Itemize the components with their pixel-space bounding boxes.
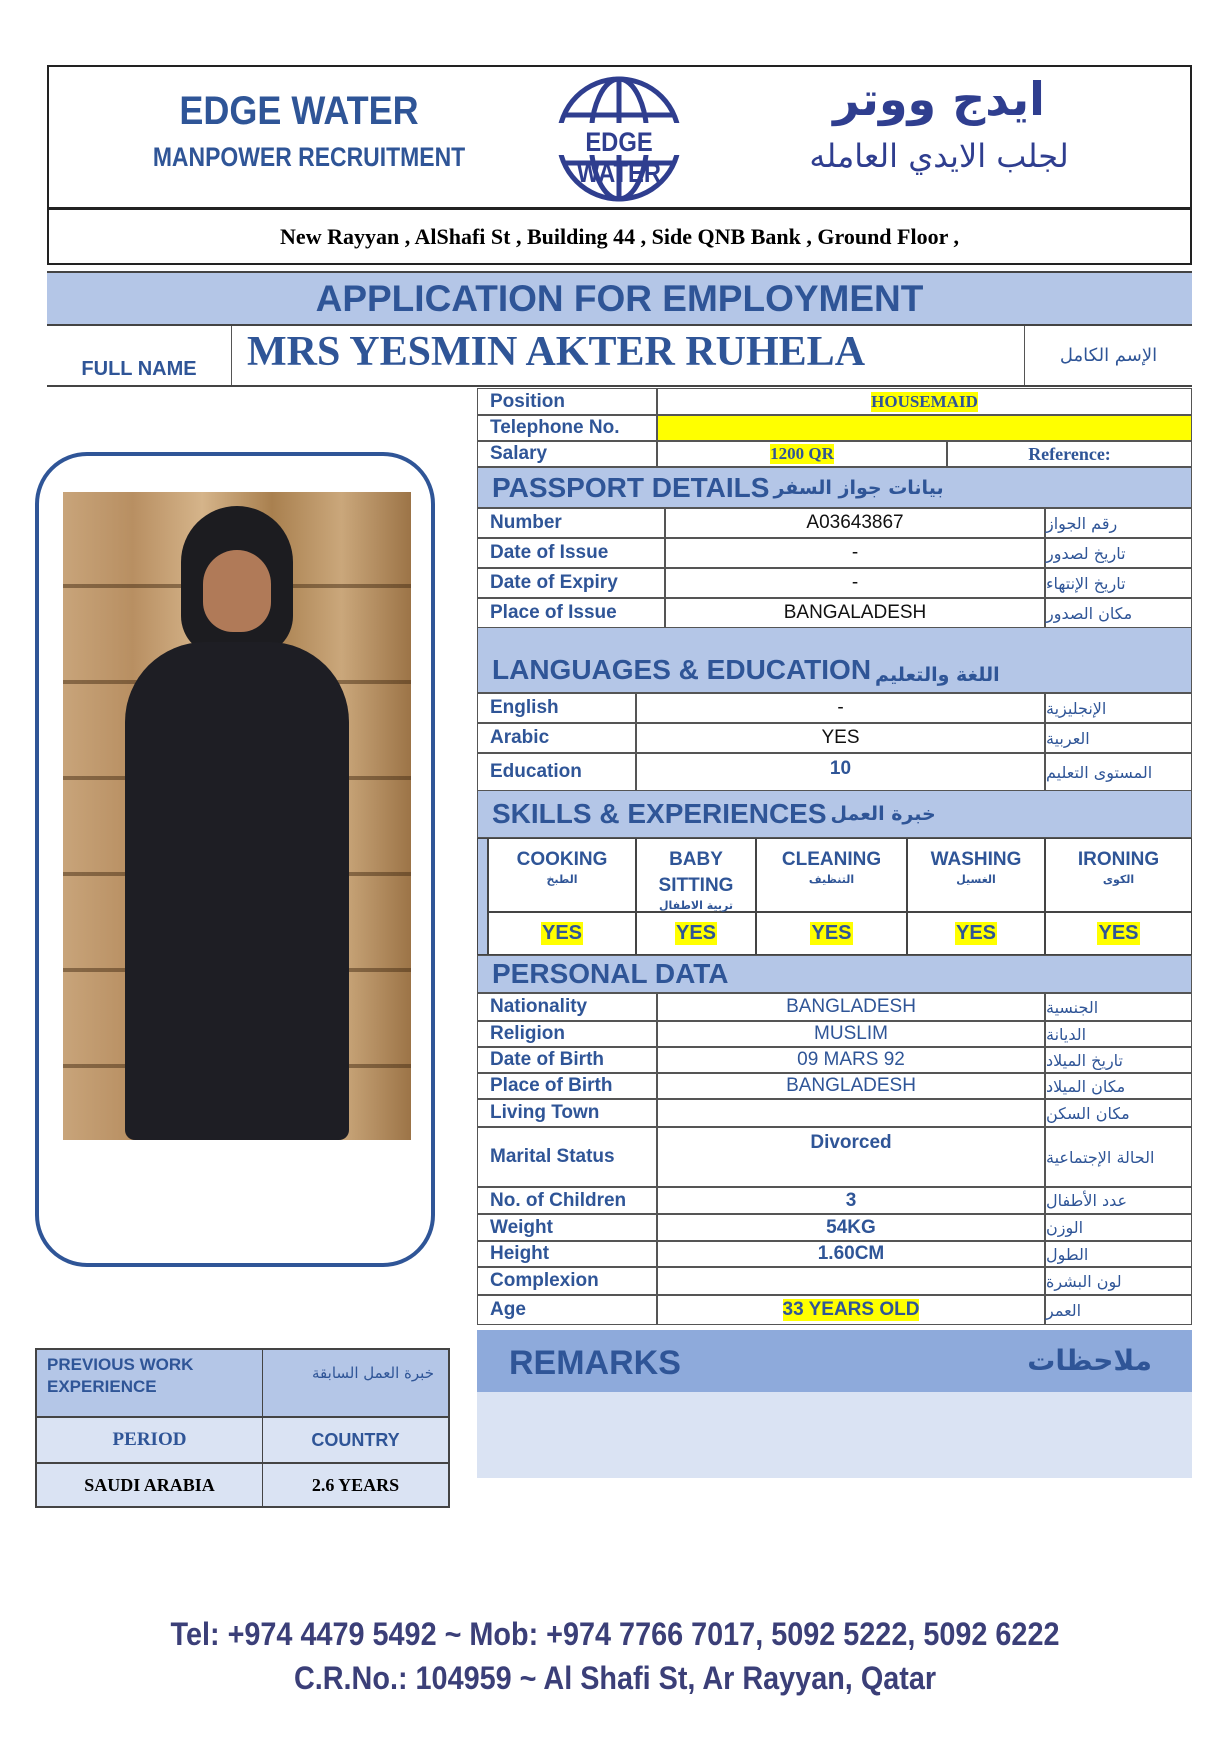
telephone-value [657,415,1192,441]
company-address: New Rayyan , AlShafi St , Building 44 , Side QNB Bank , Ground Floor , [47,208,1192,265]
row-label-arabic: تاريخ الإنتهاء [1045,568,1192,598]
row-label-arabic: الإنجليزية [1045,693,1192,723]
full-name-row [47,324,1192,387]
letterhead [47,65,1192,208]
skill-label-arabic: الكوى [1102,873,1135,886]
full-name-label: FULL NAME [47,326,232,385]
photo-frame [35,452,435,1267]
salary-value-cell [657,441,947,467]
personal-title: PERSONAL DATA [492,958,729,989]
row-label-arabic: تاريخ الميلاد [1045,1047,1192,1073]
company-subtitle: MANPOWER RECRUITMENT [152,142,466,172]
languages-section-header [477,627,1192,693]
salary-label: Salary [477,441,657,467]
row-label-arabic: رقم الجواز [1045,508,1192,538]
row-label: Complexion [477,1267,657,1295]
row-value: Divorced [810,1132,892,1153]
skill-label: COOKING [516,849,608,870]
row-label: Age [477,1295,657,1325]
full-name-label-arabic: الإسم الكامل [1024,326,1192,385]
skill-value: YES [955,922,997,944]
previous-work-period: 2.6 YEARS [311,1474,400,1495]
row-label: Place of Birth [477,1073,657,1099]
skill-washing [907,838,1045,912]
row-label-arabic: تاريخ لصدور [1045,538,1192,568]
row-label-arabic: مكان السكن [1045,1099,1192,1127]
row-label: Religion [477,1021,657,1047]
row-value: BANGALADESH [783,602,927,623]
reference-label: Reference: [947,441,1192,467]
skill-value-cell [1045,912,1192,955]
row-value: - [837,697,844,718]
applicant-photo [63,492,411,1140]
row-value-cell [665,538,1045,568]
row-value: 10 [829,758,852,779]
row-label: English [477,693,636,723]
passport-title: PASSPORT DETAILS [492,471,770,503]
row-value-cell [657,1047,1045,1073]
passport-title-arabic: بيانات جواز السفر [773,476,944,499]
period-header: PERIOD [37,1418,263,1464]
personal-section-header [477,955,1192,993]
row-value-cell [665,598,1045,628]
row-value: 1.60CM [817,1243,885,1264]
row-value: YES [821,727,860,748]
row-value-cell [657,1267,1045,1295]
row-value-cell [636,753,1045,791]
row-value-cell [636,723,1045,753]
row-value-cell [657,1127,1045,1187]
row-value: BANGLADESH [786,1075,916,1096]
skill-value-cell [907,912,1045,955]
full-name-value: MRS YESMIN AKTER RUHELA [247,329,866,375]
remarks-title: REMARKS [509,1344,681,1382]
row-label-arabic: الوزن [1045,1214,1192,1241]
skill-ironing [1045,838,1192,912]
remarks-body [477,1392,1192,1478]
row-value-cell [657,1187,1045,1214]
telephone-label: Telephone No. [477,415,657,441]
row-label-arabic: الجنسية [1045,993,1192,1021]
row-label-arabic: المستوى التعليم [1045,753,1192,791]
salary-value: 1200 QR [770,444,834,463]
position-value-cell [657,388,1192,415]
row-value: 3 [845,1189,857,1211]
skill-cleaning [756,838,907,912]
company-name-arabic: ايدج ووتر [833,72,1045,126]
row-value-cell [657,1099,1045,1127]
skill-value: YES [1098,922,1139,944]
skills-title: SKILLS & EXPERIENCES [492,798,827,829]
row-value-cell [657,1241,1045,1267]
skill-value: YES [541,922,583,944]
row-value: MUSLIM [814,1023,888,1044]
globe-logo-icon [539,75,699,203]
row-value: 54KG [826,1216,876,1238]
row-label: Number [477,508,665,538]
row-value-cell [665,508,1045,538]
previous-work-country: SAUDI ARABIA [37,1464,263,1506]
row-value-cell [636,693,1045,723]
remarks-header [477,1330,1192,1392]
row-value-cell [657,1073,1045,1099]
row-label: Date of Birth [477,1047,657,1073]
row-label-arabic: مكان الصدور [1045,598,1192,628]
skill-value-cell [636,912,756,955]
row-value: - [851,542,859,563]
row-label: Nationality [477,993,657,1021]
row-value: - [851,572,859,593]
row-value-cell [657,993,1045,1021]
row-label-arabic: الطول [1045,1241,1192,1267]
row-label: Height [477,1241,657,1267]
skill-label: CLEANING [781,849,882,870]
row-label: Weight [477,1214,657,1241]
previous-work-title: PREVIOUS WORK EXPERIENCE [37,1350,263,1418]
skill-label-arabic: التنظيف [808,873,855,886]
company-name: EDGE WATER [179,89,419,133]
position-label: Position [477,388,657,415]
skill-value-cell [488,912,636,955]
row-value: 33 YEARS OLD [782,1299,920,1320]
row-label: Date of Issue [477,538,665,568]
skill-value: YES [675,922,717,944]
row-label-arabic: مكان الميلاد [1045,1073,1192,1099]
skill-value: YES [811,922,852,944]
country-header: COUNTRY [263,1418,448,1464]
row-label: No. of Children [477,1187,657,1214]
row-label: Marital Status [477,1127,657,1187]
languages-title-arabic: اللغة والتعليم [875,664,1000,686]
skills-side-bar [477,838,488,955]
row-label: Arabic [477,723,636,753]
position-value: HOUSEMAID [871,391,978,411]
row-value: A03643867 [806,512,904,533]
footer-contact: Tel: +974 4479 5492 ~ Mob: +974 7766 7017, 5092 5222, 5092 6222 [170,1616,1060,1652]
skill-baby-sitting [636,838,756,912]
row-label-arabic: العمر [1045,1295,1192,1325]
footer-registration: C.R.No.: 104959 ~ Al Shafi St, Ar Rayyan, Qatar [293,1660,937,1696]
row-value: 09 MARS 92 [797,1049,905,1070]
skill-value-cell [756,912,907,955]
row-label: Living Town [477,1099,657,1127]
form-title: APPLICATION FOR EMPLOYMENT [47,271,1192,324]
row-value-cell [657,1214,1045,1241]
skill-label-arabic: الطبخ [546,873,578,886]
logo-text: EDGE WATER [576,127,662,188]
skill-label-arabic: تربية الاطفال [658,899,733,912]
languages-title: LANGUAGES & EDUCATION [492,654,872,685]
previous-work-table [35,1348,450,1508]
row-label-arabic: الديانة [1045,1021,1192,1047]
row-label-arabic: العربية [1045,723,1192,753]
row-label: Education [477,753,636,791]
row-label-arabic: لون البشرة [1045,1267,1192,1295]
row-value-cell [657,1295,1045,1325]
row-value: BANGLADESH [786,996,916,1017]
skill-cooking [488,838,636,912]
row-label-arabic: الحالة الإجتماعية [1045,1127,1192,1187]
skills-section-header [477,790,1192,838]
remarks-title-arabic: ملاحظات [1027,1344,1152,1377]
skills-title-arabic: خبرة العمل [830,803,936,825]
row-value-cell [665,568,1045,598]
row-label: Place of Issue [477,598,665,628]
skill-label: IRONING [1077,849,1160,870]
skill-label: WASHING [930,849,1022,870]
row-value-cell [657,1021,1045,1047]
previous-work-title-arabic: خبرة العمل السابقة [263,1350,448,1418]
skill-label: BABY SITTING [658,849,734,896]
skill-label-arabic: الغسيل [956,873,996,886]
row-label: Date of Expiry [477,568,665,598]
row-label-arabic: عدد الأطفال [1045,1187,1192,1214]
passport-section-header [477,467,1192,508]
company-subtitle-arabic: لجلب الايدي العامله [809,137,1069,175]
